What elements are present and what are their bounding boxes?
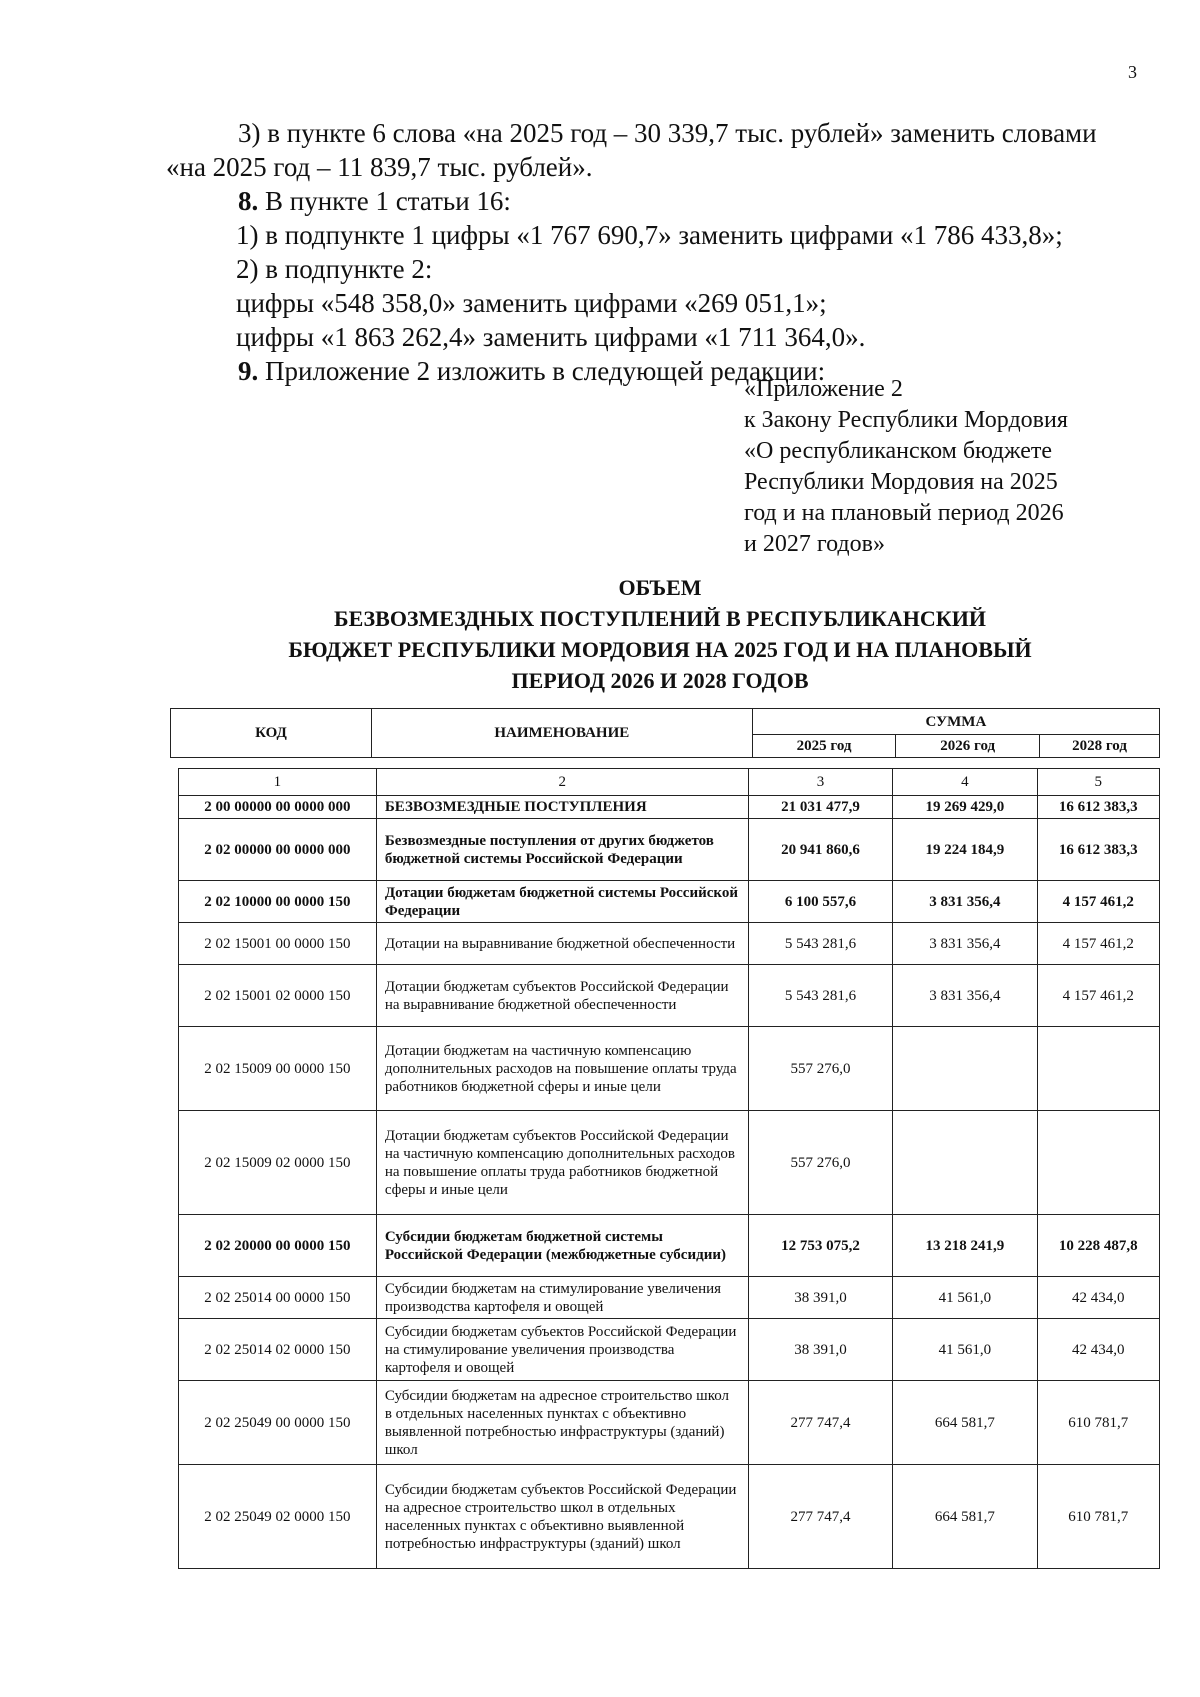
row-value-2025: 277 747,4 bbox=[748, 1465, 892, 1569]
row-value-2025: 277 747,4 bbox=[748, 1381, 892, 1465]
table-row bbox=[179, 1465, 1160, 1569]
row-name: Субсидии бюджетам на стимулирование увеличения производства картофеля и овощей bbox=[376, 1277, 748, 1319]
row-code: 2 02 25049 00 0000 150 bbox=[179, 1381, 377, 1465]
row-value-2026: 664 581,7 bbox=[893, 1465, 1037, 1569]
header-name: НАИМЕНОВАНИЕ bbox=[371, 709, 752, 758]
row-value-2026: 41 561,0 bbox=[893, 1319, 1037, 1381]
row-value-2028: 4 157 461,2 bbox=[1037, 923, 1159, 965]
digits-change-1: цифры «548 358,0» заменить цифрами «269 051,1»; bbox=[236, 288, 827, 318]
row-value-2025: 557 276,0 bbox=[748, 1111, 892, 1215]
row-value-2025: 20 941 860,6 bbox=[748, 819, 892, 881]
row-value-2028: 16 612 383,3 bbox=[1037, 796, 1159, 819]
table-row bbox=[179, 1381, 1160, 1465]
subitem-2: 2) в подпункте 2: bbox=[236, 254, 433, 284]
row-value-2026 bbox=[893, 1027, 1037, 1111]
appendix-line: «Приложение 2 bbox=[744, 376, 903, 402]
row-code: 2 02 15009 02 0000 150 bbox=[179, 1111, 377, 1215]
row-code: 2 02 15001 02 0000 150 bbox=[179, 965, 377, 1027]
title-line: ОБЪЕМ bbox=[618, 575, 702, 600]
row-code: 2 02 25014 00 0000 150 bbox=[179, 1277, 377, 1319]
row-value-2025: 38 391,0 bbox=[748, 1319, 892, 1381]
page-number: 3 bbox=[1128, 62, 1137, 82]
table-row bbox=[179, 819, 1160, 881]
appendix-heading bbox=[744, 374, 1068, 560]
subitem-1: 1) в подпункте 1 цифры «1 767 690,7» заменить цифрами «1 786 433,8»; bbox=[236, 220, 1063, 250]
row-name: Дотации бюджетам субъектов Российской Федерации на выравнивание бюджетной обеспеченности bbox=[376, 965, 748, 1027]
row-name: Субсидии бюджетам на адресное строительство школ в отдельных населенных пунктах с объективно выявленной потребностью инфраструктуры (зданий) школ bbox=[376, 1381, 748, 1465]
row-code: 2 02 15009 00 0000 150 bbox=[179, 1027, 377, 1111]
header-2026: 2026 год bbox=[896, 735, 1040, 758]
row-value-2026: 664 581,7 bbox=[893, 1381, 1037, 1465]
table-row bbox=[179, 1277, 1160, 1319]
column-number: 3 bbox=[748, 769, 892, 796]
table-row bbox=[179, 965, 1160, 1027]
budget-table bbox=[178, 768, 1160, 1569]
table-header bbox=[170, 708, 1160, 758]
paragraph-3-line2: «на 2025 год – 11 839,7 тыс. рублей». bbox=[166, 152, 593, 182]
row-name: Субсидии бюджетам субъектов Российской Федерации на адресное строительство школ в отдельных населенных пунктах с объективно выявленной потребностью инфраструктуры (зданий) школ bbox=[376, 1465, 748, 1569]
row-value-2025: 38 391,0 bbox=[748, 1277, 892, 1319]
amendment-text bbox=[166, 116, 1160, 388]
row-value-2028: 610 781,7 bbox=[1037, 1381, 1159, 1465]
column-number: 2 bbox=[376, 769, 748, 796]
header-code: КОД bbox=[171, 709, 372, 758]
column-numbers-row bbox=[179, 769, 1160, 796]
header-2028: 2028 год bbox=[1040, 735, 1160, 758]
item-9-number: 9. bbox=[238, 356, 259, 386]
row-value-2028 bbox=[1037, 1027, 1159, 1111]
row-value-2028: 16 612 383,3 bbox=[1037, 819, 1159, 881]
row-value-2026 bbox=[893, 1111, 1037, 1215]
row-value-2025: 5 543 281,6 bbox=[748, 965, 892, 1027]
row-value-2025: 21 031 477,9 bbox=[748, 796, 892, 819]
document-title bbox=[190, 572, 1130, 696]
item-9-text: Приложение 2 изложить в следующей редакции: bbox=[258, 356, 826, 386]
row-code: 2 02 25014 02 0000 150 bbox=[179, 1319, 377, 1381]
row-value-2025: 557 276,0 bbox=[748, 1027, 892, 1111]
appendix-line: год и на плановый период 2026 bbox=[744, 500, 1064, 526]
column-number: 5 bbox=[1037, 769, 1159, 796]
row-value-2026: 3 831 356,4 bbox=[893, 923, 1037, 965]
row-name: Субсидии бюджетам бюджетной системы Российской Федерации (межбюджетные субсидии) bbox=[376, 1215, 748, 1277]
row-value-2026: 19 224 184,9 bbox=[893, 819, 1037, 881]
row-code: 2 02 00000 00 0000 000 bbox=[179, 819, 377, 881]
row-value-2028: 610 781,7 bbox=[1037, 1465, 1159, 1569]
appendix-line: и 2027 годов» bbox=[744, 531, 885, 557]
table-row bbox=[179, 1111, 1160, 1215]
title-line: БЕЗВОЗМЕЗДНЫХ ПОСТУПЛЕНИЙ В РЕСПУБЛИКАНСКИЙ bbox=[334, 606, 986, 631]
paragraph-3-line1: 3) в пункте 6 слова «на 2025 год – 30 339,7 тыс. рублей» заменить словами bbox=[238, 118, 1097, 148]
row-name: Безвозмездные поступления от других бюджетов бюджетной системы Российской Федерации bbox=[376, 819, 748, 881]
row-name: Субсидии бюджетам субъектов Российской Федерации на стимулирование увеличения производства картофеля и овощей bbox=[376, 1319, 748, 1381]
row-value-2028: 10 228 487,8 bbox=[1037, 1215, 1159, 1277]
table-row bbox=[179, 1215, 1160, 1277]
row-name: Дотации бюджетам на частичную компенсацию дополнительных расходов на повышение оплаты труда работников бюджетной сферы и иные цели bbox=[376, 1027, 748, 1111]
row-name: Дотации на выравнивание бюджетной обеспеченности bbox=[376, 923, 748, 965]
row-code: 2 02 15001 00 0000 150 bbox=[179, 923, 377, 965]
digits-change-2: цифры «1 863 262,4» заменить цифрами «1 711 364,0». bbox=[236, 322, 866, 352]
appendix-line: к Закону Республики Мордовия bbox=[744, 407, 1068, 433]
table-row bbox=[179, 881, 1160, 923]
header-sum: СУММА bbox=[752, 709, 1159, 735]
row-code: 2 02 20000 00 0000 150 bbox=[179, 1215, 377, 1277]
row-name: Дотации бюджетам субъектов Российской Федерации на частичную компенсацию дополнительных расходов на повышение оплаты труда работников бюджетной сферы и иные цели bbox=[376, 1111, 748, 1215]
appendix-line: «О республиканском бюджете bbox=[744, 438, 1053, 464]
row-value-2028: 4 157 461,2 bbox=[1037, 965, 1159, 1027]
table-row bbox=[179, 923, 1160, 965]
row-value-2025: 12 753 075,2 bbox=[748, 1215, 892, 1277]
appendix-line: Республики Мордовия на 2025 bbox=[744, 469, 1058, 495]
row-code: 2 02 25049 02 0000 150 bbox=[179, 1465, 377, 1569]
column-number: 1 bbox=[179, 769, 377, 796]
row-value-2026: 3 831 356,4 bbox=[893, 965, 1037, 1027]
table-row bbox=[179, 1319, 1160, 1381]
row-value-2028: 4 157 461,2 bbox=[1037, 881, 1159, 923]
row-name: БЕЗВОЗМЕЗДНЫЕ ПОСТУПЛЕНИЯ bbox=[376, 796, 748, 819]
title-line: БЮДЖЕТ РЕСПУБЛИКИ МОРДОВИЯ НА 2025 ГОД И НА ПЛАНОВЫЙ bbox=[288, 637, 1032, 662]
row-value-2028: 42 434,0 bbox=[1037, 1319, 1159, 1381]
table-row bbox=[179, 796, 1160, 819]
row-value-2025: 6 100 557,6 bbox=[748, 881, 892, 923]
column-number: 4 bbox=[893, 769, 1037, 796]
row-value-2026: 41 561,0 bbox=[893, 1277, 1037, 1319]
row-code: 2 02 10000 00 0000 150 bbox=[179, 881, 377, 923]
row-value-2028 bbox=[1037, 1111, 1159, 1215]
row-value-2026: 19 269 429,0 bbox=[893, 796, 1037, 819]
header-2025: 2025 год bbox=[752, 735, 896, 758]
row-value-2025: 5 543 281,6 bbox=[748, 923, 892, 965]
row-value-2028: 42 434,0 bbox=[1037, 1277, 1159, 1319]
row-code: 2 00 00000 00 0000 000 bbox=[179, 796, 377, 819]
row-name: Дотации бюджетам бюджетной системы Российской Федерации bbox=[376, 881, 748, 923]
title-line: ПЕРИОД 2026 И 2028 ГОДОВ bbox=[511, 668, 809, 693]
row-value-2026: 3 831 356,4 bbox=[893, 881, 1037, 923]
item-8-text: В пункте 1 статьи 16: bbox=[258, 186, 511, 216]
row-value-2026: 13 218 241,9 bbox=[893, 1215, 1037, 1277]
table-row bbox=[179, 1027, 1160, 1111]
item-8-number: 8. bbox=[238, 186, 259, 216]
